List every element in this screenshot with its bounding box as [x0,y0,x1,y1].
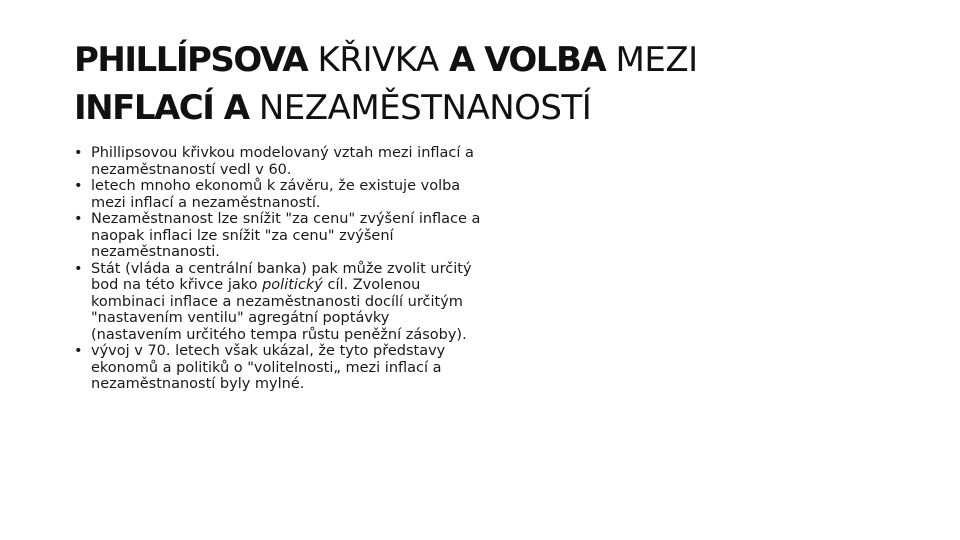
bullet-text-segment: cíl. Zvolenou kombinaci inflace a nezaměstnanosti docílí určitým "nastavením ventilu" agregátní poptávky (nastavením určitého tempa růstu peněžní zásoby). [91,277,467,343]
title-bold-segment: INFLACÍ A [74,88,249,128]
bullet-dot-icon: • [74,343,83,359]
bullet-item [74,343,484,393]
title-line-1 [74,36,894,84]
title-regular-segment: NEZAMĚSTNANOSTÍ [248,88,592,128]
bullet-text-italic: politický [262,277,323,293]
bullet-item [74,178,484,211]
title-bold-segment: A VOLBA [449,40,606,80]
bullet-list [74,145,484,393]
bullet-dot-icon: • [74,178,83,194]
title-regular-segment: MEZI [605,40,698,80]
bullet-item [74,145,484,178]
bullet-text: Phillipsovou křivkou modelovaný vztah mezi inflací a nezaměstnaností vedl v 60. [91,145,474,178]
bullet-text: vývoj v 70. letech však ukázal, že tyto představy ekonomů a politiků o "volitelnosti„ mezi inflací a nezaměstnaností byly mylné. [91,343,446,392]
bullet-dot-icon: • [74,211,83,227]
bullet-text [91,261,484,344]
bullet-text: letech mnoho ekonomů k závěru, že existuje volba mezi inflací a nezaměstnaností. [91,178,461,211]
bullet-item [74,211,484,261]
bullet-dot-icon: • [74,260,83,277]
title-bold-segment: PHILLÍPSOVA [74,40,308,80]
bullet-dot-icon: • [74,145,83,161]
title-regular-segment: KŘIVKA [307,40,450,80]
slide-title [74,36,894,132]
title-line-2 [74,84,894,132]
bullet-text: Nezaměstnanost lze snížit "za cenu" zvýšení inflace a naopak inflaci lze snížit "za cenu" zvýšení nezaměstnanosti. [91,211,481,260]
bullet-text-segment: Stát (vláda a centrální banka) pak může zvolit určitý bod na této křivce jako [91,260,472,293]
bullet-item [74,261,484,344]
